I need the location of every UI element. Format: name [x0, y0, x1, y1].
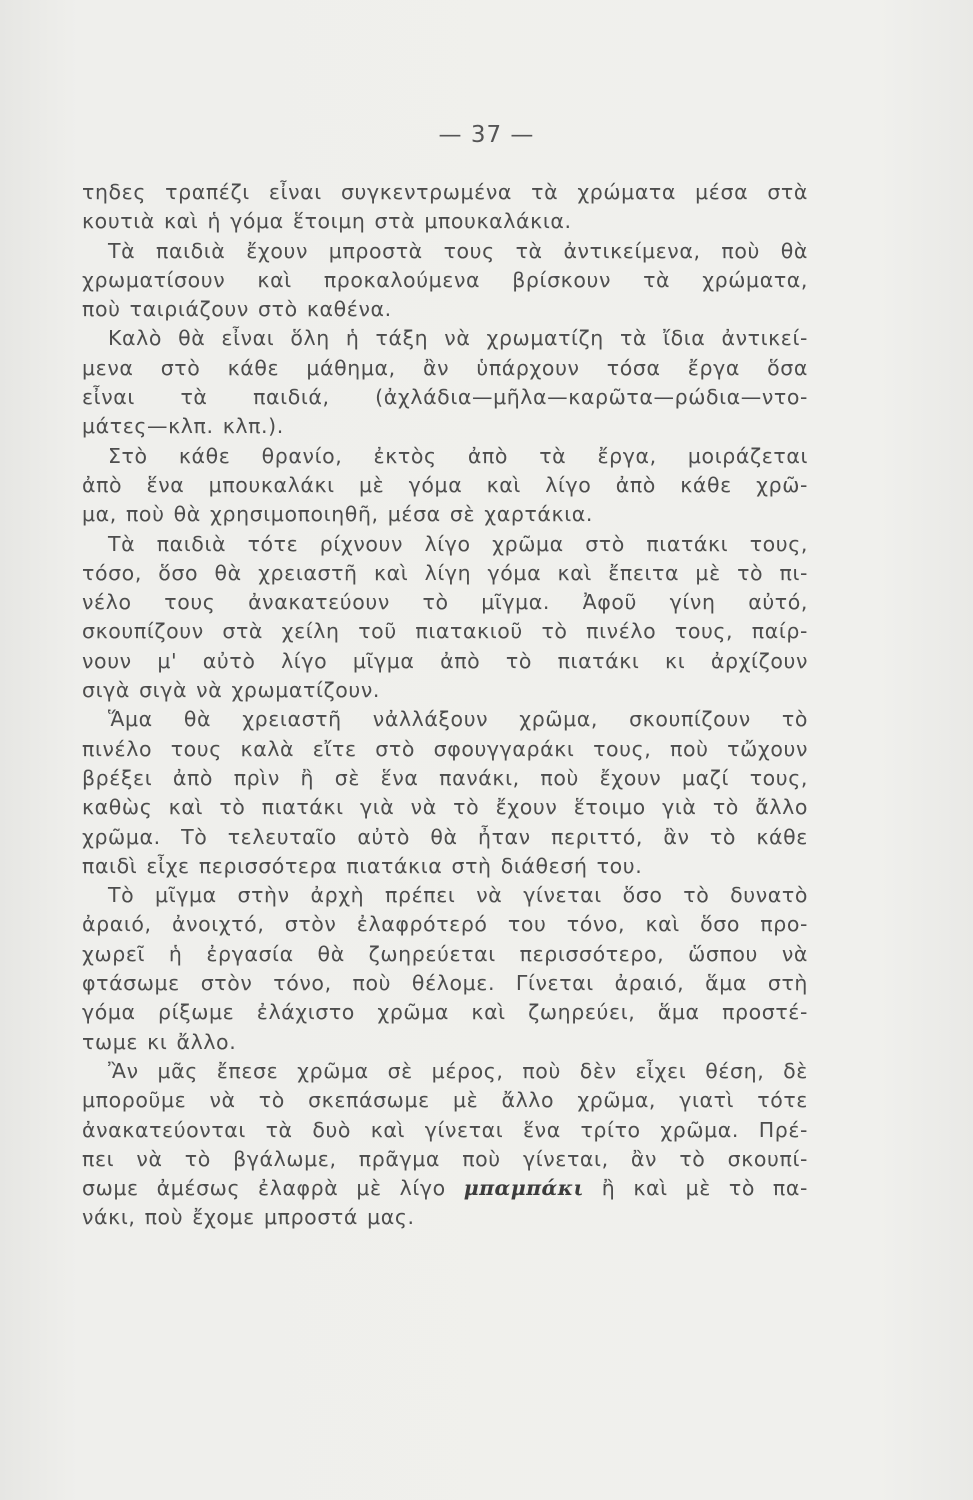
text-line: ἀνακατεύονται τὰ δυὸ καὶ γίνεται ἕνα τρίτο χρῶμα. Πρέ- — [82, 1117, 808, 1142]
text-line: εἶναι τὰ παιδιά, (ἀχλάδια—μῆλα—καρῶτα—ρώδια—ντο- — [82, 385, 808, 410]
text-line: κουτιὰ καὶ ἡ γόμα ἕτοιμη στὰ μπουκαλάκια. — [82, 209, 572, 234]
text-line: Καλὸ θὰ εἶναι ὅλη ἡ τάξη νὰ χρωματίζη τὰ ἴδια ἀντικεί- — [108, 326, 808, 351]
text-line: παιδὶ εἶχε περισσότερα πιατάκια στὴ διάθεσή του. — [82, 853, 643, 878]
text-line: Τὰ παιδιὰ τότε ρίχνουν λίγο χρῶμα στὸ πιατάκι τους, — [108, 531, 808, 556]
text-line: τόσο, ὅσο θὰ χρειαστῆ καὶ λίγη γόμα καὶ ἔπειτα μὲ τὸ πι- — [82, 560, 808, 585]
text-line: μενα στὸ κάθε μάθημα, ἂν ὑπάρχουν τόσα ἔργα ὅσα — [82, 355, 808, 380]
text-line: σκουπίζουν στὰ χείλη τοῦ πιατακιοῦ τὸ πινέλο τους, παίρ- — [82, 619, 808, 644]
text-line: τωμε κι ἄλλο. — [82, 1029, 237, 1054]
page-number: — 37 — — [438, 122, 535, 148]
text-line-final: νάκι, ποὺ ἔχομε μπροστά μας. — [82, 1205, 415, 1230]
emphasized-word: μπαμπάκι — [463, 1176, 584, 1201]
text-line: τηδες τραπέζι εἶναι συγκεντρωμένα τὰ χρώματα μέσα στὰ — [82, 180, 808, 204]
text-line: μα, ποὺ θὰ χρησιμοποιηθῆ, μέσα σὲ χαρτάκια. — [82, 502, 593, 527]
text-line: ἀπὸ ἕνα μπουκαλάκι μὲ γόμα καὶ λίγο ἀπὸ κάθε χρῶ- — [82, 472, 808, 497]
text-line: νέλο τους ἀνακατεύουν τὸ μῖγμα. Ἀφοῦ γίνη αὐτό, — [82, 590, 808, 615]
body-text — [82, 178, 808, 1233]
text-line: φτάσωμε στὸν τόνο, ποὺ θέλομε. Γίνεται ἀραιό, ἅμα στὴ — [82, 971, 808, 996]
text-line: πει νὰ τὸ βγάλωμε, πρᾶγμα ποὺ γίνεται, ἂν τὸ σκουπί- — [82, 1146, 808, 1171]
text-line: γόμα ρίξωμε ἐλάχιστο χρῶμα καὶ ζωηρεύει, ἅμα προστέ- — [82, 1000, 808, 1025]
text-line: νουν μ' αὐτὸ λίγο μῖγμα ἀπὸ τὸ πιατάκι κι ἀρχίζουν — [82, 648, 808, 673]
text-line: Τὸ μῖγμα στὴν ἀρχὴ πρέπει νὰ γίνεται ὅσο τὸ δυνατὸ — [108, 883, 808, 908]
text-line: σιγὰ σιγὰ νὰ χρωματίζουν. — [82, 678, 381, 703]
emph-line-after: ἢ καὶ μὲ τὸ πα- — [583, 1176, 808, 1201]
text-line: χρωματίσουν καὶ προκαλούμενα βρίσκουν τὰ χρώματα, — [82, 267, 808, 292]
text-line: Στὸ κάθε θρανίο, ἐκτὸς ἀπὸ τὰ ἔργα, μοιράζεται — [108, 443, 808, 468]
text-line: ποὺ ταιριάζουν στὸ καθένα. — [82, 297, 392, 322]
text-line: χωρεῖ ἡ ἐργασία θὰ ζωηρεύεται περισσότερο, ὥσπου νὰ — [82, 941, 808, 966]
text-line: Τὰ παιδιὰ ἔχουν μπροστὰ τους τὰ ἀντικείμενα, ποὺ θὰ — [108, 238, 808, 263]
text-line: μποροῦμε νὰ τὸ σκεπάσωμε μὲ ἄλλο χρῶμα, γιατὶ τότε — [82, 1088, 808, 1113]
text-line: βρέξει ἀπὸ πρὶν ἢ σὲ ἕνα πανάκι, ποὺ ἔχουν μαζί τους, — [82, 765, 808, 790]
text-line: πινέλο τους καλὰ εἴτε στὸ σφουγγαράκι τους, ποὺ τὤχουν — [82, 736, 808, 761]
text-line: Ἂν μᾶς ἔπεσε χρῶμα σὲ μέρος, ποὺ δὲν εἶχει θέση, δὲ — [108, 1058, 808, 1083]
text-line: μάτες—κλπ. κλπ.). — [82, 414, 284, 439]
text-line: χρῶμα. Τὸ τελευταῖο αὐτὸ θὰ ἦταν περιττό, ἂν τὸ κάθε — [82, 824, 808, 849]
text-line: καθὼς καὶ τὸ πιατάκι γιὰ νὰ τὸ ἔχουν ἕτοιμο γιὰ τὸ ἄλλο — [82, 795, 808, 820]
text-line-emphasis — [82, 1174, 808, 1203]
text-line: Ἅμα θὰ χρειαστῆ νἀλλάξουν χρῶμα, σκουπίζουν τὸ — [108, 707, 808, 732]
emph-line-before: σωμε ἀμέσως ἐλαφρὰ μὲ λίγο — [82, 1176, 464, 1201]
text-lines — [82, 178, 808, 1174]
text-line: ἀραιό, ἀνοιχτό, στὸν ἐλαφρότερό του τόνο, καὶ ὅσο προ- — [82, 912, 808, 937]
